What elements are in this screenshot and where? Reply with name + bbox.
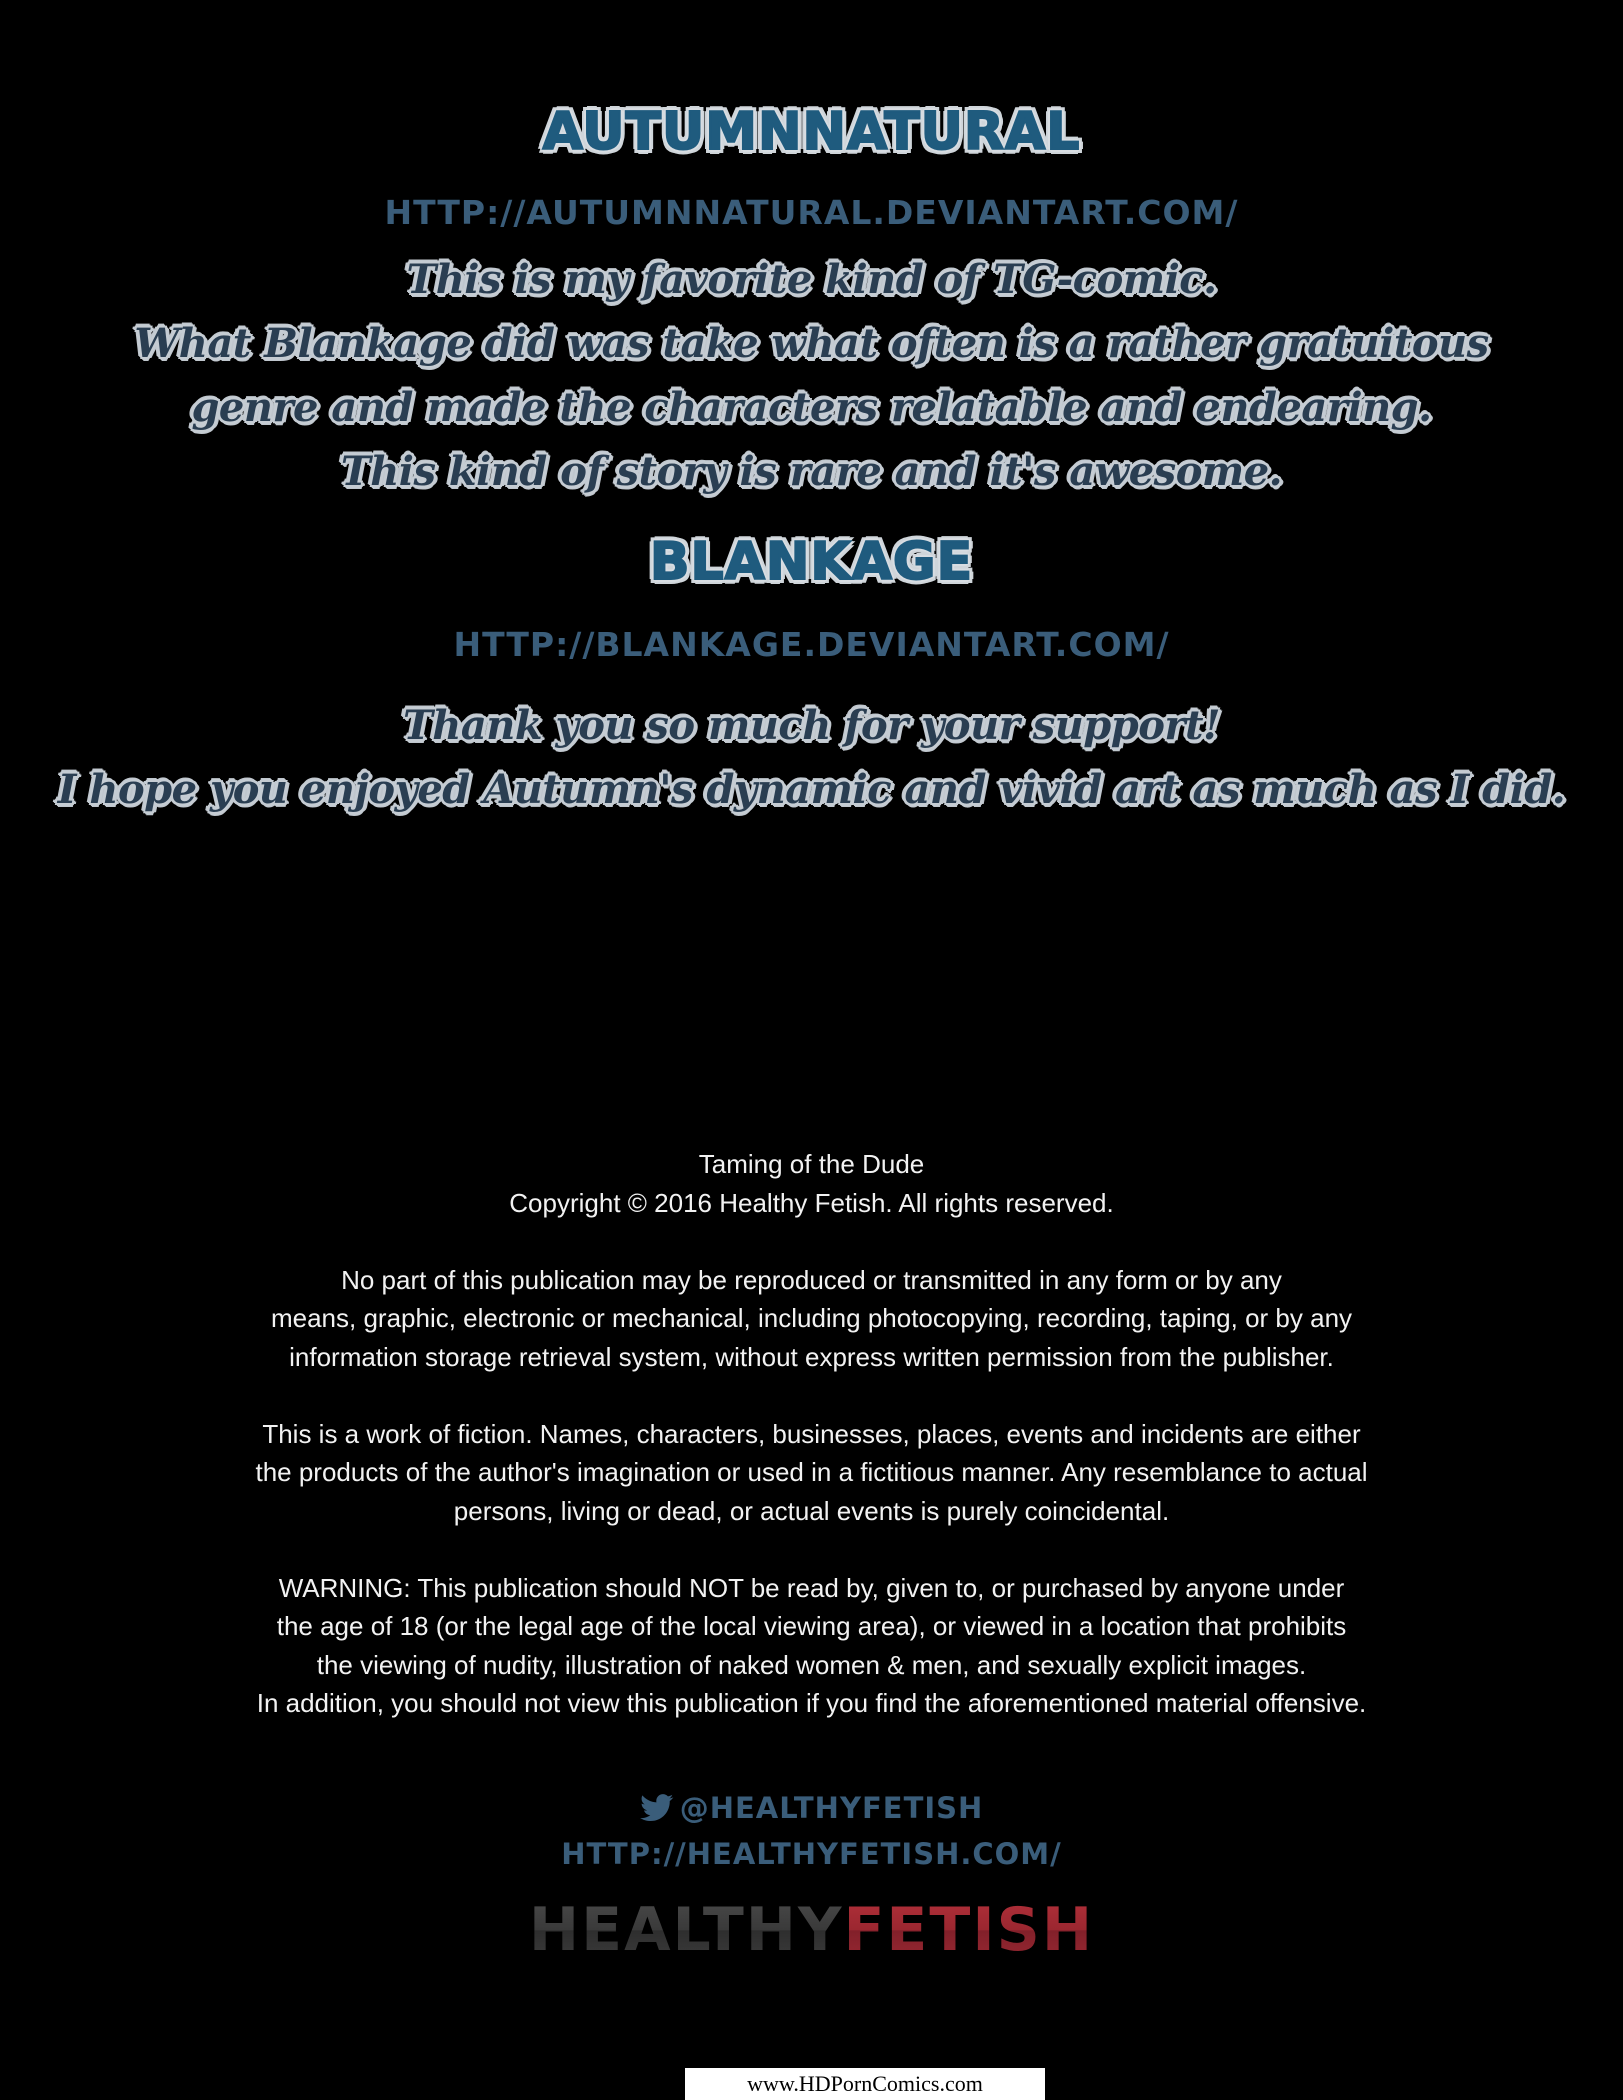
legal-line: persons, living or dead, or actual events is purely coincidental. xyxy=(453,1495,1170,1526)
legal-line: means, graphic, electronic or mechanical, including photocopying, recording, taping, or by any xyxy=(270,1303,1353,1333)
credit-name-autumnnatural: AUTUMNNATURAL xyxy=(542,102,1081,162)
twitter-link[interactable] xyxy=(0,1791,1623,1825)
publication-title: Taming of the Dude xyxy=(698,1149,925,1179)
message-line: This kind of story is rare and it's awesome. xyxy=(340,448,1283,495)
credit-message-blankage xyxy=(0,694,1623,822)
twitter-handle: @HEALTHYFETISH xyxy=(679,1791,984,1825)
legal-line: the products of the author's imagination or used in a fictitious manner. Any resemblance to actual xyxy=(255,1457,1368,1487)
credit-name-blankage: BLANKAGE xyxy=(649,532,974,592)
message-line: I hope you enjoyed Autumn's dynamic and vivid art as much as I did. xyxy=(57,766,1566,813)
copyright-line: Copyright © 2016 Healthy Fetish. All rights reserved. xyxy=(509,1187,1114,1218)
message-line: Thank you so much for your support! xyxy=(402,702,1221,749)
watermark-text: www.HDPornComics.com xyxy=(747,2071,983,2096)
message-line: What Blankage did was take what often is a rather gratuitous xyxy=(134,320,1489,367)
message-line: This is my favorite kind of TG-comic. xyxy=(406,256,1217,303)
legal-notice xyxy=(0,1145,1623,1723)
watermark-bar xyxy=(685,2068,1045,2100)
warning-line: the age of 18 (or the legal age of the local viewing area), or viewed in a location that prohibits xyxy=(276,1611,1347,1641)
warning-line: the viewing of nudity, illustration of naked women & men, and sexually explicit images. xyxy=(316,1649,1307,1680)
logo-part-healthy: HEALTHY xyxy=(528,1895,844,1965)
warning-line: In addition, you should not view this publication if you find the aforementioned material offensive. xyxy=(256,1688,1367,1718)
credit-url-autumnnatural[interactable]: HTTP://AUTUMNNATURAL.DEVIANTART.COM/ xyxy=(384,193,1239,232)
credit-url-autumnnatural-wrap xyxy=(0,193,1623,232)
credit-autumnnatural xyxy=(0,102,1623,162)
website-link-wrap xyxy=(0,1837,1623,1871)
website-link[interactable]: HTTP://HEALTHYFETISH.COM/ xyxy=(561,1837,1062,1871)
credit-url-blankage-wrap xyxy=(0,625,1623,664)
healthyfetish-logo xyxy=(0,1895,1623,1965)
logo-part-fetish: FETISH xyxy=(843,1895,1095,1965)
legal-line: information storage retrieval system, without express written permission from the publisher. xyxy=(289,1341,1334,1372)
legal-line: No part of this publication may be reproduced or transmitted in any form or by any xyxy=(341,1264,1282,1295)
warning-line: WARNING: This publication should NOT be read by, given to, or purchased by anyone under xyxy=(278,1572,1345,1603)
credit-url-blankage[interactable]: HTTP://BLANKAGE.DEVIANTART.COM/ xyxy=(453,625,1170,664)
credit-blankage xyxy=(0,532,1623,592)
credit-message-autumnnatural xyxy=(0,248,1623,504)
message-line: genre and made the characters relatable and endearing. xyxy=(191,384,1432,431)
twitter-icon xyxy=(640,1794,674,1822)
legal-line: This is a work of fiction. Names, characters, businesses, places, events and incidents are either xyxy=(262,1418,1361,1449)
